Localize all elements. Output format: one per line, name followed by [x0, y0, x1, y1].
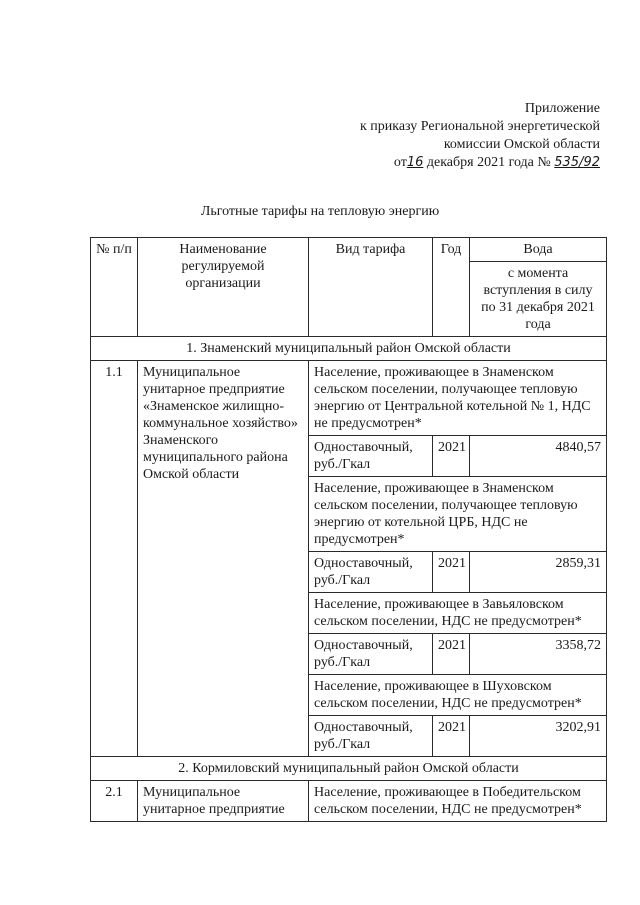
population-group: Население, проживающее в Победительском сельском поселении, НДС не предусмотрен* — [309, 781, 607, 822]
tariff-year: 2021 — [433, 436, 470, 477]
date-prefix: от — [393, 155, 407, 170]
tariff-year: 2021 — [433, 552, 470, 593]
handwritten-day: 16 — [406, 155, 424, 170]
tariff-type: Одноставочный, руб./Гкал — [309, 716, 433, 757]
header-num: № п/п — [91, 238, 138, 337]
tariff-value: 3202,91 — [470, 716, 607, 757]
header-row — [91, 238, 607, 262]
section-title: 2. Кормиловский муниципальный район Омской области — [91, 757, 607, 781]
header-water: Вода — [470, 238, 607, 262]
header-year: Год — [433, 238, 470, 337]
organization-name: Муниципальное унитарное предприятие — [138, 781, 309, 822]
tariff-table — [90, 237, 607, 822]
header-type: Вид тарифа — [309, 238, 433, 337]
annex-line-1: Приложение — [524, 101, 600, 116]
population-group: Население, проживающее в Знаменском сельском поселении, получающее тепловую энергию от котельной ЦРБ, НДС не предусмотрен* — [309, 477, 607, 552]
document-title: Льготные тарифы на тепловую энергию — [200, 204, 440, 219]
table-row — [91, 361, 607, 436]
tariff-year: 2021 — [433, 634, 470, 675]
annex-line-3: комиссии Омской области — [443, 137, 600, 152]
annex-date-line — [360, 154, 600, 172]
tariff-value: 2859,31 — [470, 552, 607, 593]
header-org: Наименование регулируемой организации — [138, 238, 309, 337]
tariff-type: Одноставочный, руб./Гкал — [309, 552, 433, 593]
date-rest: декабря 2021 года № — [426, 155, 551, 170]
population-group: Население, проживающее в Знаменском сельском поселении, получающее тепловую энергию от Центральной котельной № 1, НДС не предусмотрен* — [309, 361, 607, 436]
organization-name: Муниципальное унитарное предприятие «Знаменское жилищно-коммунальное хозяйство» Знаменского муниципального района Омской области — [138, 361, 309, 757]
annex-block — [360, 100, 600, 172]
row-number: 2.1 — [91, 781, 138, 822]
tariff-year: 2021 — [433, 716, 470, 757]
tariff-value: 3358,72 — [470, 634, 607, 675]
header-period: с момента вступления в силу по 31 декабря 2021 года — [470, 262, 607, 337]
section-row — [91, 757, 607, 781]
section-title: 1. Знаменский муниципальный район Омской области — [91, 337, 607, 361]
handwritten-order-number: 535/92 — [554, 155, 600, 170]
population-group: Население, проживающее в Шуховском сельском поселении, НДС не предусмотрен* — [309, 675, 607, 716]
tariff-value: 4840,57 — [470, 436, 607, 477]
tariff-type: Одноставочный, руб./Гкал — [309, 634, 433, 675]
population-group: Население, проживающее в Завьяловском сельском поселении, НДС не предусмотрен* — [309, 593, 607, 634]
section-row — [91, 337, 607, 361]
row-number: 1.1 — [91, 361, 138, 757]
tariff-type: Одноставочный, руб./Гкал — [309, 436, 433, 477]
table-row — [91, 781, 607, 822]
annex-line-2: к приказу Региональной энергетической — [359, 119, 600, 134]
